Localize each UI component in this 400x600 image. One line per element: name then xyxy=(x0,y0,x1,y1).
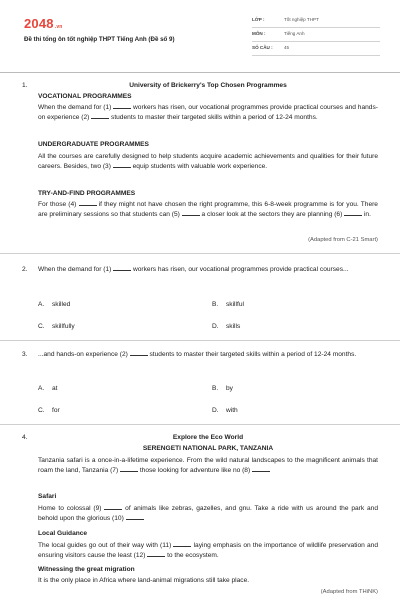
section-heading: TRY-AND-FIND PROGRAMMES xyxy=(38,190,136,197)
passage-paragraph: It is the only place in Africa where land-animal migrations still take place. xyxy=(38,577,250,584)
passage-title: Explore the Eco World xyxy=(172,434,244,441)
option-c[interactable]: C. for xyxy=(38,407,60,414)
exam-title: Đề thi tổng ôn tốt nghiệp THPT Tiếng Anh (Đề số 9) xyxy=(24,36,175,43)
section-divider xyxy=(0,253,400,254)
meta-key: SỐ CÂU : xyxy=(252,45,273,50)
section-heading: Local Guidance xyxy=(38,530,88,537)
passage-paragraph: The local guides go out of their way with (11) laying emphasis on the importance of wildlife preservation and ensuring visitors cause the least (12) to the ecosystem. xyxy=(38,542,378,559)
section-heading: VOCATIONAL PROGRAMMES xyxy=(38,93,132,100)
logo-text: 2048 xyxy=(24,16,54,31)
section-divider xyxy=(0,424,400,425)
passage-source: (Adapted from C-21 Smart) xyxy=(308,237,378,243)
option-c[interactable]: C. skillfully xyxy=(38,323,75,330)
question-number: 2. xyxy=(22,266,28,273)
option-d[interactable]: D. skills xyxy=(212,323,241,330)
option-a[interactable]: A. skilled xyxy=(38,301,71,308)
passage-paragraph: For those (4) if they might not have chosen the right programme, this 6-8-week programme is for you. There are preliminary sessions so that students can (5) a closer look at the sectors they are planning (6) in. xyxy=(38,201,378,218)
passage-paragraph: Tanzania safari is a once-in-a-lifetime experience. From the wild natural landscapes to the magnificent animals that roam the land, Tanzania (7) those looking for adventure like no (8) xyxy=(38,457,378,474)
passage-paragraph: Home to colossal (9) of animals like zebras, gazelles, and gnu. Take a ride with us around the park and behold upon the glorious (10) xyxy=(38,505,378,522)
option-a[interactable]: A. at xyxy=(38,385,58,392)
question-number: 1. xyxy=(22,82,28,89)
passage-title: University of Brickerry's Top Chosen Programmes xyxy=(129,82,287,89)
question-text: When the demand for (1) workers has risen, our vocational programmes provide practical courses... xyxy=(38,266,349,273)
meta-key: MÔN : xyxy=(252,31,266,36)
passage-paragraph: When the demand for (1) workers has risen, our vocational programmes provide practical courses and hands-on experience (2) students to master their targeted skills within a period of 12-24 months. xyxy=(38,104,378,121)
question-number: 4. xyxy=(22,434,28,441)
section-heading: Safari xyxy=(38,493,57,500)
meta-value: 45 xyxy=(284,45,290,50)
question-text: ...and hands-on experience (2) students to master their targeted skills within a period of 12-24 months. xyxy=(38,351,357,358)
option-b[interactable]: B. by xyxy=(212,385,233,392)
passage-paragraph: All the courses are carefully designed to help students acquire academic achievements and qualities for their future careers. Besides, two (3) equip students with valuable work experience. xyxy=(38,153,378,170)
option-b[interactable]: B. skillful xyxy=(212,301,244,308)
section-heading: Witnessing the great migration xyxy=(38,566,135,573)
question-number: 3. xyxy=(22,351,28,358)
meta-key: LỚP : xyxy=(252,17,265,22)
section-divider xyxy=(0,340,400,341)
logo-suffix: .vn xyxy=(54,24,63,30)
option-d[interactable]: D. with xyxy=(212,407,238,414)
section-heading: UNDERGRADUATE PROGRAMMES xyxy=(38,141,149,148)
passage-source: (Adapted from THiNK) xyxy=(320,589,378,595)
meta-value: Tốt nghiệp THPT xyxy=(284,17,319,22)
passage-subtitle: SERENGETI NATIONAL PARK, TANZANIA xyxy=(142,445,274,452)
meta-value: Tiếng Anh xyxy=(284,31,305,36)
